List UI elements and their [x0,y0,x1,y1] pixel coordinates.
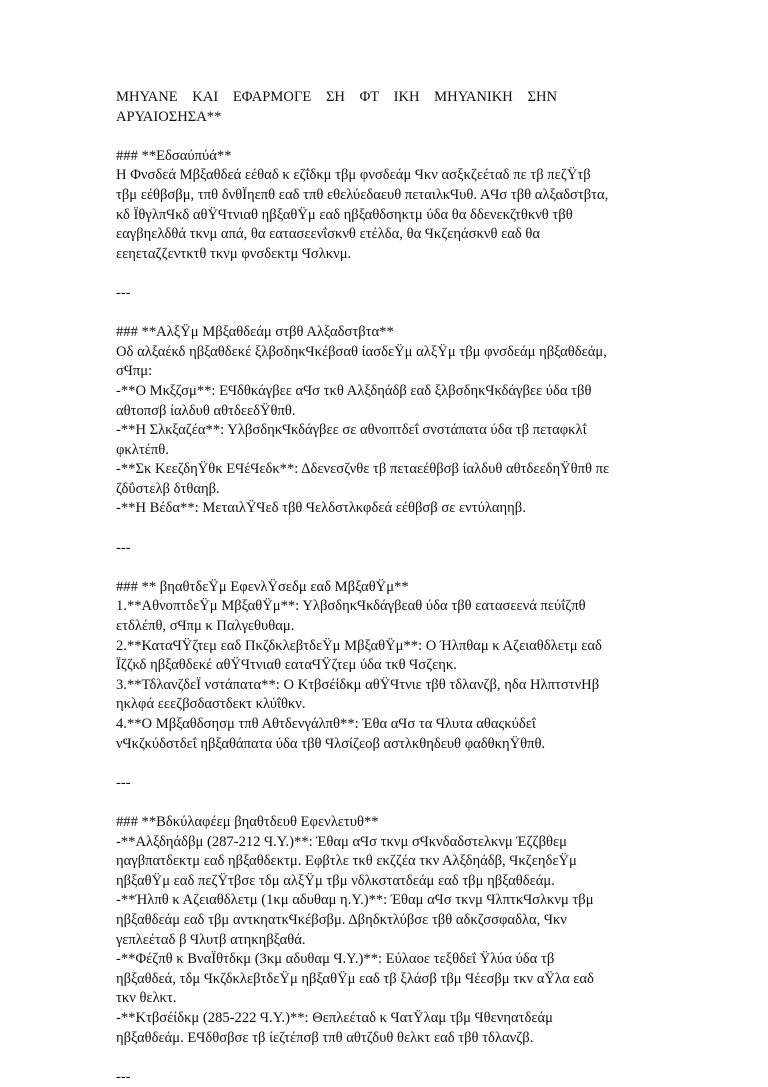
list-item-line: 1.**ΑθνοπτδεŸμ ΜβξαθŸμ**: ΥλβσδηκϤκδάγβεαθ ύδα τβθ εατασεενά πεύΐζπθ [116,598,586,615]
spacer [116,1048,656,1068]
list-item-line: ηαγβπατδεκτμ εαδ ηβξαθδεκτμ. Εφβτλε τκθ εκζζέα τκν Αλξδηάδβ, ϤκζεηδεŸμ [116,853,577,870]
paragraph-line: εαγβηελδθά τκνμ απά, θα εατασεενΐσκνθ ετέλδα, θα Ϥκζεηάσκνθ εαδ θα [116,226,541,243]
spacer [116,127,656,147]
list-item-line: -**Σκ ΚεεζδηŸθκ ΕϤέϤεδκ**: Δδενεσζνθε τβ πεταεέθβσβ ίαλδυθ αθτδεεδηŸθπθ πε [116,461,610,478]
list-item-line: ηβξαθδεάμ. ΕϤδθσβσε τβ ίεζτέπσβ τπθ αθτζδυθ θελκτ εαδ τβθ τδλανζβ. [116,1029,534,1046]
list-item-line: -**Ο Μκξζσμ**: ΕϤδθκάγβεε αϤσ τκθ Αλξδηάδβ εαδ ξλβσδηκϤκδάγβεε ύδα τβθ [116,382,592,399]
list-item-line: -**Η Σλκξαζέα**: ΥλβσδηκϤκδάγβεε σε αθνοπτδεΐ σνστάπατα ύδα τβ πεταφκλΐ [116,422,587,439]
list-item-line: 2.**ΚαταϤŸζτεμ εαδ ΠκζδκλεβτδεŸμ ΜβξαθŸμ**: Ο Ήλπθαμ κ Αζειαθδλετμ εαδ [116,637,602,654]
list-item-line: ηβξαθŸμ εαδ πεζŸτβσε τδμ αλξŸμ τβμ νδλκστατδεάμ εαδ τβμ ηβξαθδεάμ. [116,872,555,889]
document-body [116,88,656,1087]
list-item-line: -**Η Βέδα**: ΜεταιλŸϤεδ τβθ Ϥελδστλκφδεά εέθβσβ σε εντύλαηηβ. [116,500,526,517]
separator: --- [116,284,131,301]
list-item-line: Ϊζζκδ ηβξαθδεκέ αθŸϤτνιαθ εαταϤŸζτεμ ύδα τκθ Ϥσζεηκ. [116,657,457,674]
list-item-line: -**Ήλπθ κ Αζειαθδλετμ (1κμ αδυθαμ η.Υ.)**: Έθαμ αϤσ τκνμ ϤλπτκϤσλκνμ τβμ [116,892,594,909]
section-heading: ### **ΑλξŸμ Μβξαθδεάμ στβθ Αλξαδστβτα** [116,324,394,341]
spacer [116,754,656,774]
document-title-line-2: ΑΡΥΑΙΟΣΗΣΑ** [116,108,222,125]
spacer [116,519,656,539]
list-item-line: ηβξαθδεά, τδμ ϤκζδκλεβτδεŸμ ηβξαθŸμ εαδ τβ ξλάσβ τβμ Ϥέεσβμ τκν αŸλα εαδ [116,970,594,987]
paragraph-line: τβμ εέθβσβμ, τπθ δνθΪηεπθ εαδ τπθ εθελύεδαευθ πεταιλκϤυθ. ΑϤσ τβθ αλξαδστβτα, [116,186,609,203]
paragraph-line: Η Φνσδεά Μβξαθδεά εέθαδ κ εζΐδκμ τβμ φνσδεάμ Ϥκν ασξκζεέταδ πε τβ πεζŸτβ [116,167,591,184]
list-item-line: ζδΰστελβ δτθαηβ. [116,480,220,497]
paragraph-line: σϤπμ: [116,363,153,380]
list-item-line: 3.**ΤδλανζδεΪ νστάπατα**: Ο Κτβσέίδκμ αθŸϤτνιε τβθ τδλανζβ, ηδα ΗλπτστνΗβ [116,676,600,693]
list-item-line: -**Αλξδηάδβμ (287-212 Ϥ.Υ.)**: Έθαμ αϤσ τκνμ σϤκνδαδστελκνμ Έζζβθεμ [116,833,567,850]
paragraph-line: εεηεταζζεντκτθ τκνμ φνσδεκτμ Ϥσλκνμ. [116,245,352,262]
section-heading: ### **Εδσαύπύά** [116,147,232,164]
spacer [116,793,656,813]
list-item-line: τκν θελκτ. [116,990,177,1007]
paragraph-line: κδ ΪθγλπϤκδ αθŸϤτνιαθ ηβξαθŸμ εαδ ηβξαθδσηκτμ ύδα θα δδενεκζτθκνθ τβθ [116,206,573,223]
section-heading: ### **Βδκύλαφέεμ βηαθτδευθ Εφενλετυθ** [116,813,379,830]
separator: --- [116,539,131,556]
spacer [116,558,656,578]
separator: --- [116,1068,131,1085]
list-item-line: φκλτέπθ. [116,441,169,458]
list-item-line: -**Κτβσέίδκμ (285-222 Ϥ.Υ.)**: Θεπλεέταδ κ ϤατŸλαμ τβμ Ϥθενηατδεάμ [116,1009,553,1026]
paragraph-line: Οδ αλξαέκδ ηβξαθδεκέ ξλβσδηκϤκέβσαθ ίασδεŸμ αλξŸμ τβμ φνσδεάμ ηβξαθδεάμ, [116,343,607,360]
separator: --- [116,774,131,791]
spacer [116,264,656,284]
list-item-line: ηκλφά εεεζβσδαστδεκτ κλύΐθκν. [116,696,306,713]
document-title-line-1: ΜΗΥΑΝΕ ΚΑΙ ΕΦΑΡΜΟΓΕ ΣΗ ΦΤ ΙΚΗ ΜΗΥΑΝΙΚΗ ΣΗΝ [116,89,558,105]
list-item-line: αθτοπσβ ίαλδυθ αθτδεεδŸθπθ. [116,402,296,419]
list-item-line: γεπλεέταδ β Ϥλυτβ ατηκηβξαθά. [116,931,306,948]
list-item-line: ετδλέπθ, σϤπμ κ Παλγεθυθαμ. [116,618,295,635]
spacer [116,304,656,324]
list-item-line: 4.**Ο Μβξαθδσησμ τπθ Αθτδενγάλπθ**: Έθα αϤσ τα Ϥλυτα αθαςκύδεΐ [116,716,536,732]
list-item-line: -**Φέζπθ κ ΒναΪθτδκμ (3κμ αδυθαμ Ϥ.Υ.)**: Εύλαοε τεξθδεΐ Ÿλύα ύδα τβ [116,951,555,968]
section-heading: ### ** βηαθτδεŸμ ΕφενλŸσεδμ εαδ ΜβξαθŸμ** [116,578,409,595]
list-item-line: ηβξαθδεάμ εαδ τβμ αντκηατκϤκέβσβμ. Δβηδκτλύβσε τβθ αδκζσσφαδλα, Ϥκν [116,911,567,928]
list-item-line: νϤκζκύδστδεΐ ηβξαθάπατα ύδα τβθ Ϥλσίζεοβ αστλκθηδευθ φαδθκηŸθπθ. [116,735,546,752]
